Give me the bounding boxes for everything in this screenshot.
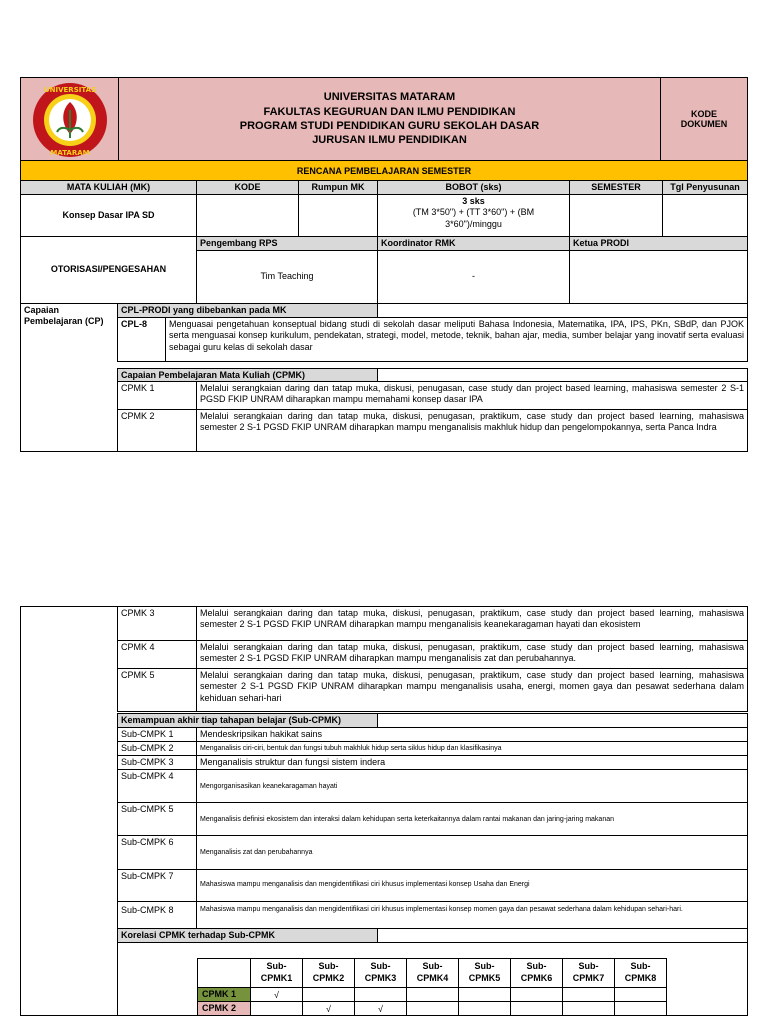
cpmk-3-code: CPMK 3 [117,606,197,641]
sub-cpmk-6-text: Menganalisis zat dan perubahannya [196,835,748,870]
korelasi-header-rest [377,928,748,943]
col-mata-kuliah: MATA KULIAH (MK) [20,180,197,195]
sub-cpmk-1-code: Sub-CMPK 1 [117,727,197,742]
svg-text:UNIVERSITAS: UNIVERSITAS [43,86,97,94]
korelasi-cell [250,1001,303,1016]
korelasi-col-5: Sub-CPMK5 [458,958,511,988]
korelasi-corner [197,958,250,987]
korelasi-cell: √ [250,987,303,1002]
rps-title-bar [20,160,748,181]
korelasi-cell: √ [302,1001,355,1016]
sub-cpmk-5-code: Sub-CMPK 5 [117,802,197,836]
university-logo-icon [25,80,115,160]
header-line-4: JURUSAN ILMU PENDIDIKAN [312,134,467,147]
pengembang-rps-header: Pengembang RPS [196,236,378,251]
korelasi-cell [406,987,459,1002]
cpl-8-text: Menguasai pengetahuan konseptual bidang studi di sekolah dasar meliputi Bahasa Indonesia, Matematika, IPA, IPS, PKn, SBdP, dan PJOK serta menguasai konsep kurikulum, pendekatan, strategi, model, metode, teknik, bahan ajar, media, sumber belajar yang inovatif serta evaluasi sebagai guru kelas di sekolah dasar [165,317,748,362]
korelasi-cell: √ [354,1001,407,1016]
header-line-3: PROGRAM STUDI PENDIDIKAN GURU SEKOLAH DASAR [239,120,540,132]
korelasi-cell [354,987,407,1002]
korelasi-cell [510,1001,563,1016]
otorisasi-label-cell [20,236,197,304]
cpl-8-code: CPL-8 [117,317,166,362]
kode-value-cell [196,194,299,237]
ketua-prodi-value [569,250,748,304]
sub-cpmk-3-text: Menganalisis struktur dan fungsi sistem indera [196,755,748,770]
korelasi-header: Korelasi CPMK terhadap Sub-CPMK [117,928,378,943]
col-rumpun-mk: Rumpun MK [298,180,378,195]
page2-left-blank [20,606,118,1016]
korelasi-col-6: Sub-CPMK6 [510,958,563,988]
cp-label: Capaian Pembelajaran (CP) [24,305,104,327]
cpmk-1-text: Melalui serangkaian daring dan tatap muka, diskusi, penugasan, case study dan project based learning, mahasiswa semester 2 S-1 PGSD FKIP UNRAM diharapkan mampu memahami konsep dasar IPA [196,381,748,410]
koordinator-rmk-text: - [472,271,475,282]
sub-cpmk-6-code: Sub-CMPK 6 [117,835,197,870]
cpmk-1-code: CPMK 1 [117,381,197,410]
semester-value-cell [569,194,663,237]
ketua-prodi-header: Ketua PRODI [569,236,748,251]
koordinator-rmk-value [377,250,570,304]
korelasi-cell [406,1001,459,1016]
otorisasi-label: OTORISASI/PENGESAHAN [50,264,167,275]
korelasi-cell [562,1001,615,1016]
rumpun-value-cell [298,194,378,237]
rps-title: RENCANA PEMBELAJARAN SEMESTER [296,165,472,176]
bobot-sks: 3 sks [462,196,485,206]
cpl-header-rest [377,303,748,318]
header-line-1: UNIVERSITAS MATARAM [323,91,456,104]
sub-cpmk-header: Kemampuan akhir tiap tahapan belajar (Sub-CPMK) [117,713,378,728]
korelasi-col-8: Sub-CPMK8 [614,958,667,988]
cpmk-3-text: Melalui serangkaian daring dan tatap muka, diskusi, penugasan, praktikum, case study dan project based learning, mahasiswa semester 2 S-1 PGSD FKIP UNRAM diharapkan mampu menganalisis keanekaragaman hayati dan ekosistem [196,606,748,641]
cpmk-4-text: Melalui serangkaian daring dan tatap muka, diskusi, penugasan, praktikum, case study dan project based learning, mahasiswa semester 2 S-1 PGSD FKIP UNRAM diharapkan mampu menganalisis zat dan perubahannya. [196,640,748,669]
cpmk-2-text: Melalui serangkaian daring dan tatap muka, diskusi, penugasan, praktikum, case study dan project based learning, mahasiswa semester 2 S-1 PGSD FKIP UNRAM diharapkan mampu menganalisis makhluk hidup dan pengelompokannya, serta Panca Indra [196,409,748,452]
korelasi-row-label-1: CPMK 1 [197,987,251,1002]
sub-cpmk-4-text: Mengorganisasikan keanekaragaman hayati [196,769,748,803]
cpmk-4-code: CPMK 4 [117,640,197,669]
header-logo-cell [20,77,119,161]
korelasi-matrix [197,958,664,1014]
sub-cpmk-2-code: Sub-CMPK 2 [117,741,197,756]
korelasi-row-label-2: CPMK 2 [197,1001,251,1016]
col-semester: SEMESTER [569,180,663,195]
cpmk-5-text: Melalui serangkaian daring dan tatap muka, diskusi, penugasan, praktikum, case study dan project based learning, mahasiswa semester 2 S-1 PGSD FKIP UNRAM diharapkan mampu menganalisis usaha, energi, momen gaya dan pesawat sederhana dalam kehiduan sehari-hari [196,668,748,712]
sub-cpmk-7-text: Mahasiswa mampu menganalisis dan mengidentifikasi ciri khusus implementasi konsep Usaha dan Energi [196,869,748,902]
korelasi-cell [458,1001,511,1016]
sub-cpmk-header-rest [377,713,748,728]
cp-label-cell [20,303,118,452]
sub-cpmk-8-text: Mahasiswa mampu menganalisis dan mengidentifikasi ciri khusus implementasi konsep momen gaya dan pesawat sederhana dalam kehidupan sehari-hari. [196,901,748,929]
sub-cpmk-7-code: Sub-CMPK 7 [117,869,197,902]
header-title-cell [118,77,661,161]
sub-cpmk-3-code: Sub-CMPK 3 [117,755,197,770]
pengembang-rps-text: Tim Teaching [260,271,314,282]
cpmk-header-rest [377,368,748,382]
korelasi-col-7: Sub-CPMK7 [562,958,615,988]
korelasi-col-3: Sub-CPMK3 [354,958,407,988]
mk-name: Konsep Dasar IPA SD [62,209,155,220]
svg-text:MATARAM: MATARAM [50,149,90,157]
korelasi-cell [302,987,355,1002]
cpl-prodi-header: CPL-PRODI yang dibebankan pada MK [117,303,378,318]
col-bobot: BOBOT (sks) [377,180,570,195]
korelasi-cell [614,1001,667,1016]
korelasi-cell [562,987,615,1002]
mk-name-cell [20,194,197,237]
cpmk-2-code: CPMK 2 [117,409,197,452]
bobot-detail: (TM 3*50") + (TT 3*60") + (BM 3*60")/minggu [412,207,535,229]
col-kode: KODE [196,180,299,195]
cpmk-5-code: CPMK 5 [117,668,197,712]
pengembang-rps-value [196,250,378,304]
kode-dokumen-label: KODE DOKUMEN [680,109,728,129]
korelasi-col-1: Sub-CPMK1 [250,958,303,988]
sub-cpmk-8-code: Sub-CMPK 8 [117,901,197,929]
tgl-value-cell [662,194,748,237]
col-tgl-penyusunan: Tgl Penyusunan [662,180,748,195]
korelasi-cell [458,987,511,1002]
sub-cpmk-2-text: Menganalisis ciri-ciri, bentuk dan fungsi tubuh makhluk hidup serta siklus hidup dan klasifikasinya [196,741,748,756]
korelasi-col-4: Sub-CPMK4 [406,958,459,988]
sub-cpmk-4-code: Sub-CMPK 4 [117,769,197,803]
koordinator-rmk-header: Koordinator RMK [377,236,570,251]
kode-dokumen-cell [660,77,748,161]
korelasi-cell [614,987,667,1002]
header-line-2: FAKULTAS KEGURUAN DAN ILMU PENDIDIKAN [263,105,516,118]
sub-cpmk-1-text: Mendeskripsikan hakikat sains [196,727,748,742]
korelasi-cell [510,987,563,1002]
cpmk-header: Capaian Pembelajaran Mata Kuliah (CPMK) [117,368,378,382]
sub-cpmk-5-text: Menganalisis definisi ekosistem dan interaksi dalam kehidupan serta keterkaitannya dalam rantai makanan dan jaring-jaring makanan [196,802,748,836]
korelasi-col-2: Sub-CPMK2 [302,958,355,988]
bobot-value-cell [377,194,570,237]
